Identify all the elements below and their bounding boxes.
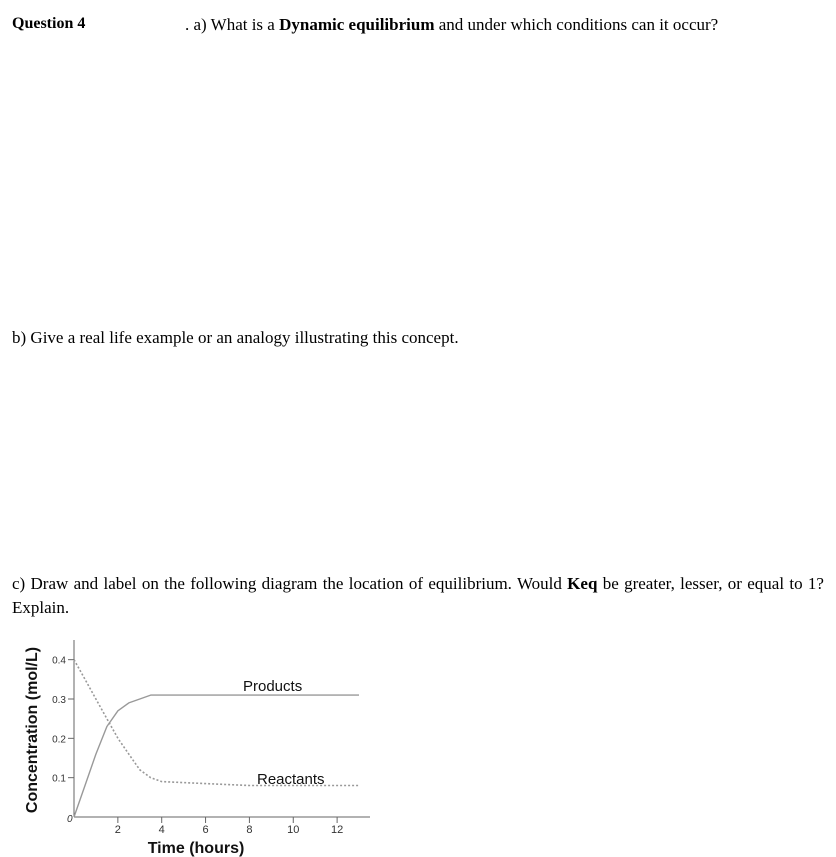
part-a-prefix: . a) What is a	[185, 15, 280, 34]
chart-series	[74, 660, 359, 817]
chart-axes	[74, 640, 370, 817]
part-c-suffix: be greater, lesser, or equal to 1? Explain.	[12, 574, 824, 617]
origin-label: 0	[67, 814, 73, 825]
y-axis-ticks	[52, 656, 74, 785]
y-axis-label: Concentration (mol/L)	[24, 646, 41, 814]
x-tick-label: 4	[158, 824, 165, 836]
question-part-c	[12, 572, 824, 620]
y-tick-label: 0.1	[52, 773, 66, 785]
x-tick-label: 2	[114, 824, 121, 836]
part-c-bold-term: Keq	[567, 574, 598, 593]
y-tick-label: 0.4	[52, 655, 66, 667]
series-line-reactants	[74, 660, 359, 786]
part-c-prefix: c) Draw and label on the following diagram the location of equilibrium. Would	[12, 574, 568, 593]
question-part-b: b) Give a real life example or an analogy illustrating this concept.	[12, 328, 459, 347]
x-axis-label: Time (hours)	[147, 840, 245, 857]
x-axis-ticks	[115, 817, 343, 836]
series-annotation-reactants: Reactants	[257, 771, 325, 788]
question-title: Question 4	[12, 15, 86, 32]
y-tick-label: 0.3	[52, 695, 66, 706]
part-a-suffix: and under which conditions can it occur?	[434, 15, 719, 34]
x-tick-label: 6	[202, 824, 209, 836]
x-tick-label: 8	[246, 824, 253, 836]
y-tick-label: 0.2	[52, 734, 66, 746]
x-tick-label: 10	[287, 824, 300, 836]
question-part-a	[185, 15, 718, 35]
series-line-products	[74, 695, 359, 817]
part-a-bold-term: Dynamic equilibrium	[279, 15, 435, 34]
concentration-chart	[0, 630, 380, 857]
x-tick-label: 12	[330, 824, 344, 836]
series-annotation-products: Products	[243, 678, 303, 695]
